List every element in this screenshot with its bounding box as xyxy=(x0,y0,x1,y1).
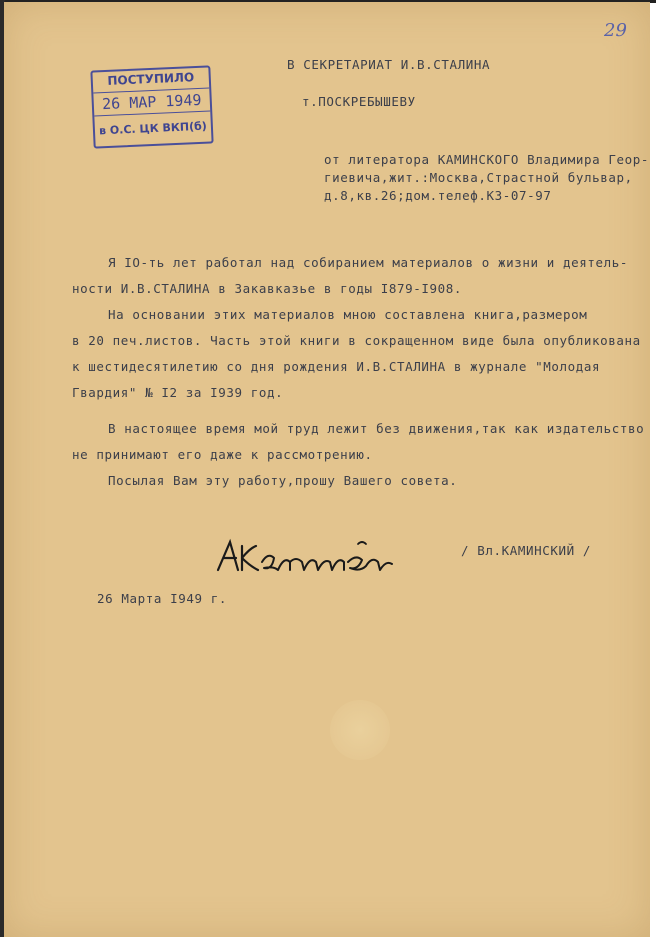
page-number: 29 xyxy=(604,20,627,41)
body-p4-line-1: Посылая Вам эту работу,прошу Вашего совета. xyxy=(108,473,458,488)
body-p2-line-1: На основании этих материалов мною составлена книга,размером xyxy=(108,307,588,322)
stamp-date: 26 МАР 1949 xyxy=(93,87,210,116)
paper-stain xyxy=(330,700,390,760)
body-p2-line-4: Гвардия" № I2 за I939 год. xyxy=(72,385,284,400)
body-p1-line-2: ности И.В.СТАЛИНА в Закавказье в годы I879-I908. xyxy=(72,281,463,296)
letter-date: 26 Марта I949 г. xyxy=(97,591,228,606)
received-stamp xyxy=(90,65,213,148)
stamp-title: ПОСТУПИЛО xyxy=(107,70,195,88)
scan-border-bottom xyxy=(0,937,656,944)
sender-line-1: от литератора КАМИНСКОГО Владимира Геор- xyxy=(324,152,650,167)
sender-line-3: д.8,кв.26;дом.телеф.К3-07-97 xyxy=(324,188,552,203)
handwritten-signature xyxy=(212,526,402,586)
body-p3-line-1: В настоящее время мой труд лежит без движения,так как издательство xyxy=(108,421,645,436)
addressee-line-2: т.ПОСКРЕБЫШЕВУ xyxy=(302,94,416,109)
signature-typed-name: / Вл.КАМИНСКИЙ / xyxy=(461,543,592,558)
body-p2-line-2: в 20 печ.листов. Часть этой книги в сокращенном виде была опубликована xyxy=(72,333,641,348)
body-p3-line-2: не принимают его даже к рассмотрению. xyxy=(72,447,373,462)
body-p1-line-1: Я IO-ть лет работал над собиранием материалов о жизни и деятель- xyxy=(108,255,629,270)
sender-line-2: гиевича,жит.:Москва,Страстной бульвар, xyxy=(324,170,633,185)
body-p2-line-3: к шестидесятилетию со дня рождения И.В.СТАЛИНА в журнале "Молодая xyxy=(72,359,601,374)
stamp-office: в О.С. ЦК ВКП(б) xyxy=(98,119,208,138)
addressee-line-1: В СЕКРЕТАРИАТ И.В.СТАЛИНА xyxy=(287,57,491,72)
